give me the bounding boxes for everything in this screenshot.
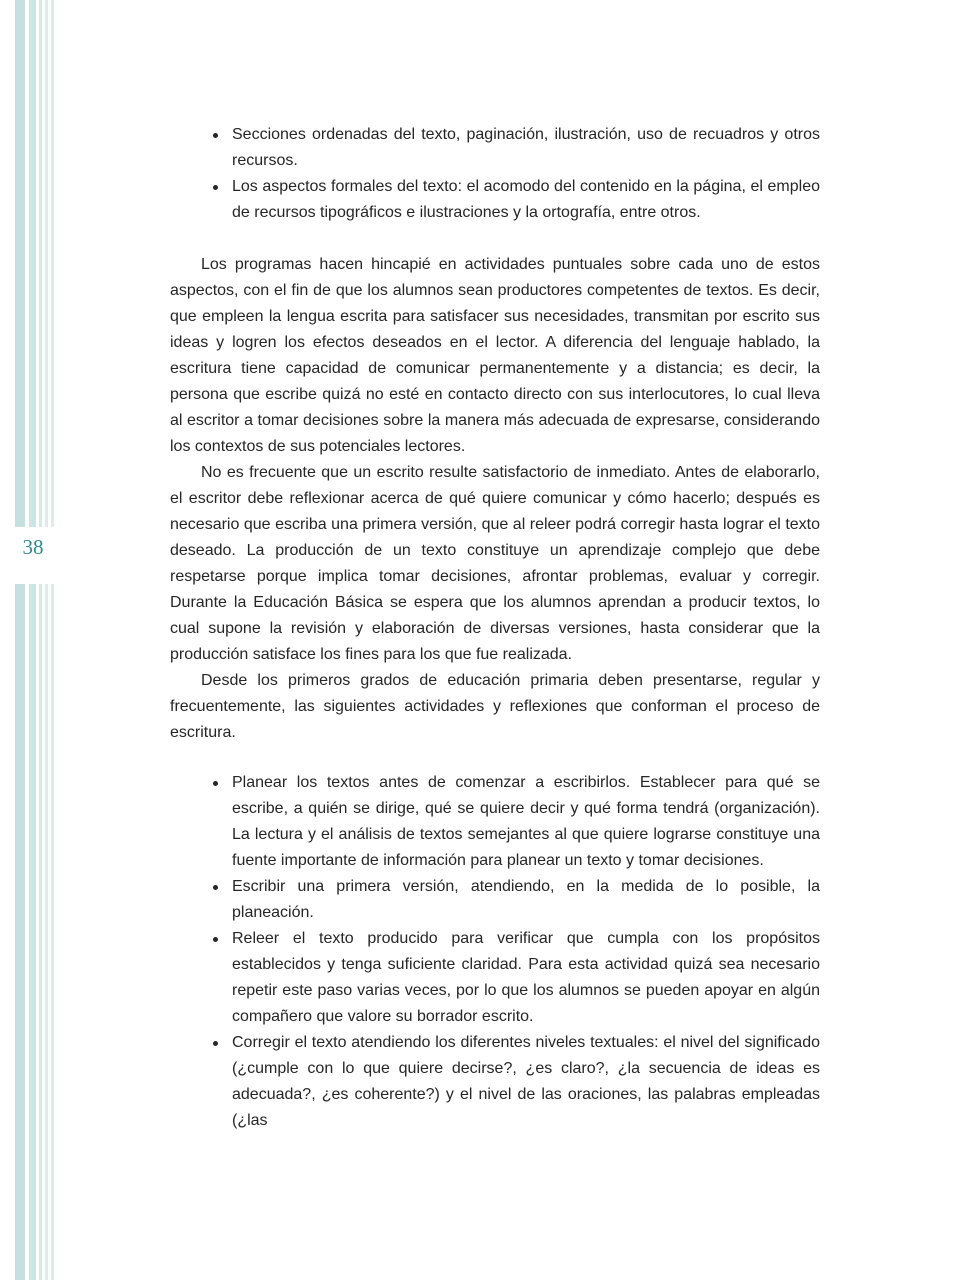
list-item-text: Escribir una primera versión, atendiendo, en la medida de lo posible, la planeación. xyxy=(232,878,820,921)
stripe-bar xyxy=(51,0,54,527)
paragraph: No es frecuente que un escrito resulte satisfactorio de inmediato. Antes de elaborarlo, el escritor debe reflexionar acerca de qué quiere comunicar y cómo hacerlo; después es necesario que escriba una primera versión, que al releer podrá corregir hasta lograr el texto deseado. La producción de un texto constituye un aprendizaje complejo que debe respetarse porque implica tomar decisiones, afrontar problemas, evaluar y corregir. Durante la Educación Básica se espera que los alumnos aprendan a producir textos, lo cual supone la revisión y elaboración de diversas versiones, hasta considerar que la producción satisface los fines para los que fue realizada. xyxy=(170,464,820,663)
bullet-icon xyxy=(213,781,218,786)
stripe-bar xyxy=(45,584,48,1280)
list-item-text: Releer el texto producido para verificar que cumpla con los propósitos establecidos y tenga suficiente claridad. Para esta actividad quizá sea necesario repetir este paso varias veces, por lo que los alumnos se pueden apoyar en algún compañero que valore su borrador escrito. xyxy=(232,930,820,1025)
list-item xyxy=(170,1030,820,1134)
list-item xyxy=(170,926,820,1030)
bullet-icon xyxy=(213,1041,218,1046)
bullet-icon xyxy=(213,185,218,190)
bullet-icon xyxy=(213,885,218,890)
paragraph: Los programas hacen hincapié en actividades puntuales sobre cada uno de estos aspectos, con el fin de que los alumnos sean productores competentes de textos. Es decir, que empleen la lengua escrita para satisfacer sus necesidades, transmitan por escrito sus ideas y logren los efectos deseados en el lector. A diferencia del lenguaje hablado, la escritura tiene capacidad de comunicar permanentemente y a distancia; es decir, la persona que escribe quizá no esté en contacto directo con sus interlocutores, lo cual lleva al escritor a tomar decisiones sobre la manera más adecuada de expresarse, considerando los contextos de sus potenciales lectores. xyxy=(170,256,820,455)
bullet-list-top xyxy=(170,122,820,226)
margin-stripes-top xyxy=(0,0,60,527)
stripe-bar xyxy=(15,0,25,527)
list-item-text: Los aspectos formales del texto: el acomodo del contenido en la página, el empleo de recursos tipográficos e ilustraciones y la ortografía, entre otros. xyxy=(232,178,820,221)
page-number: 38 xyxy=(22,535,44,559)
list-item-text: Corregir el texto atendiendo los diferentes niveles textuales: el nivel del significado (¿cumple con lo que quiere decirse?, ¿es claro?, ¿la secuencia de ideas es adecuada?, ¿es coherente?) y el nivel de las oraciones, las palabras empleadas (¿las xyxy=(232,1034,820,1129)
stripe-bar xyxy=(45,0,48,527)
stripe-bar xyxy=(51,584,54,1280)
stripe-bar xyxy=(29,584,36,1280)
paragraph: Desde los primeros grados de educación primaria deben presentarse, regular y frecuentemente, las siguientes actividades y reflexiones que conforman el proceso de escritura. xyxy=(170,672,820,741)
stripe-bar xyxy=(39,584,42,1280)
list-item xyxy=(170,874,820,926)
list-item xyxy=(170,770,820,874)
bullet-icon xyxy=(213,133,218,138)
list-item-text: Secciones ordenadas del texto, paginación, ilustración, uso de recuadros y otros recursos. xyxy=(232,126,820,169)
paragraph-block xyxy=(170,252,820,746)
stripe-bar xyxy=(29,0,36,527)
list-item xyxy=(170,122,820,174)
stripe-bar xyxy=(39,0,42,527)
bullet-icon xyxy=(213,937,218,942)
text-column xyxy=(170,122,820,1134)
margin-stripes-bottom xyxy=(0,584,60,1280)
stripe-bar xyxy=(15,584,25,1280)
list-item-text: Planear los textos antes de comenzar a escribirlos. Establecer para qué se escribe, a quién se dirige, qué se quiere decir y qué forma tendrá (organización). La lectura y el análisis de textos semejantes al que quiere lograrse constituye una fuente importante de información para planear un texto y tomar decisiones. xyxy=(232,774,820,869)
bullet-list-bottom xyxy=(170,770,820,1134)
list-item xyxy=(170,174,820,226)
